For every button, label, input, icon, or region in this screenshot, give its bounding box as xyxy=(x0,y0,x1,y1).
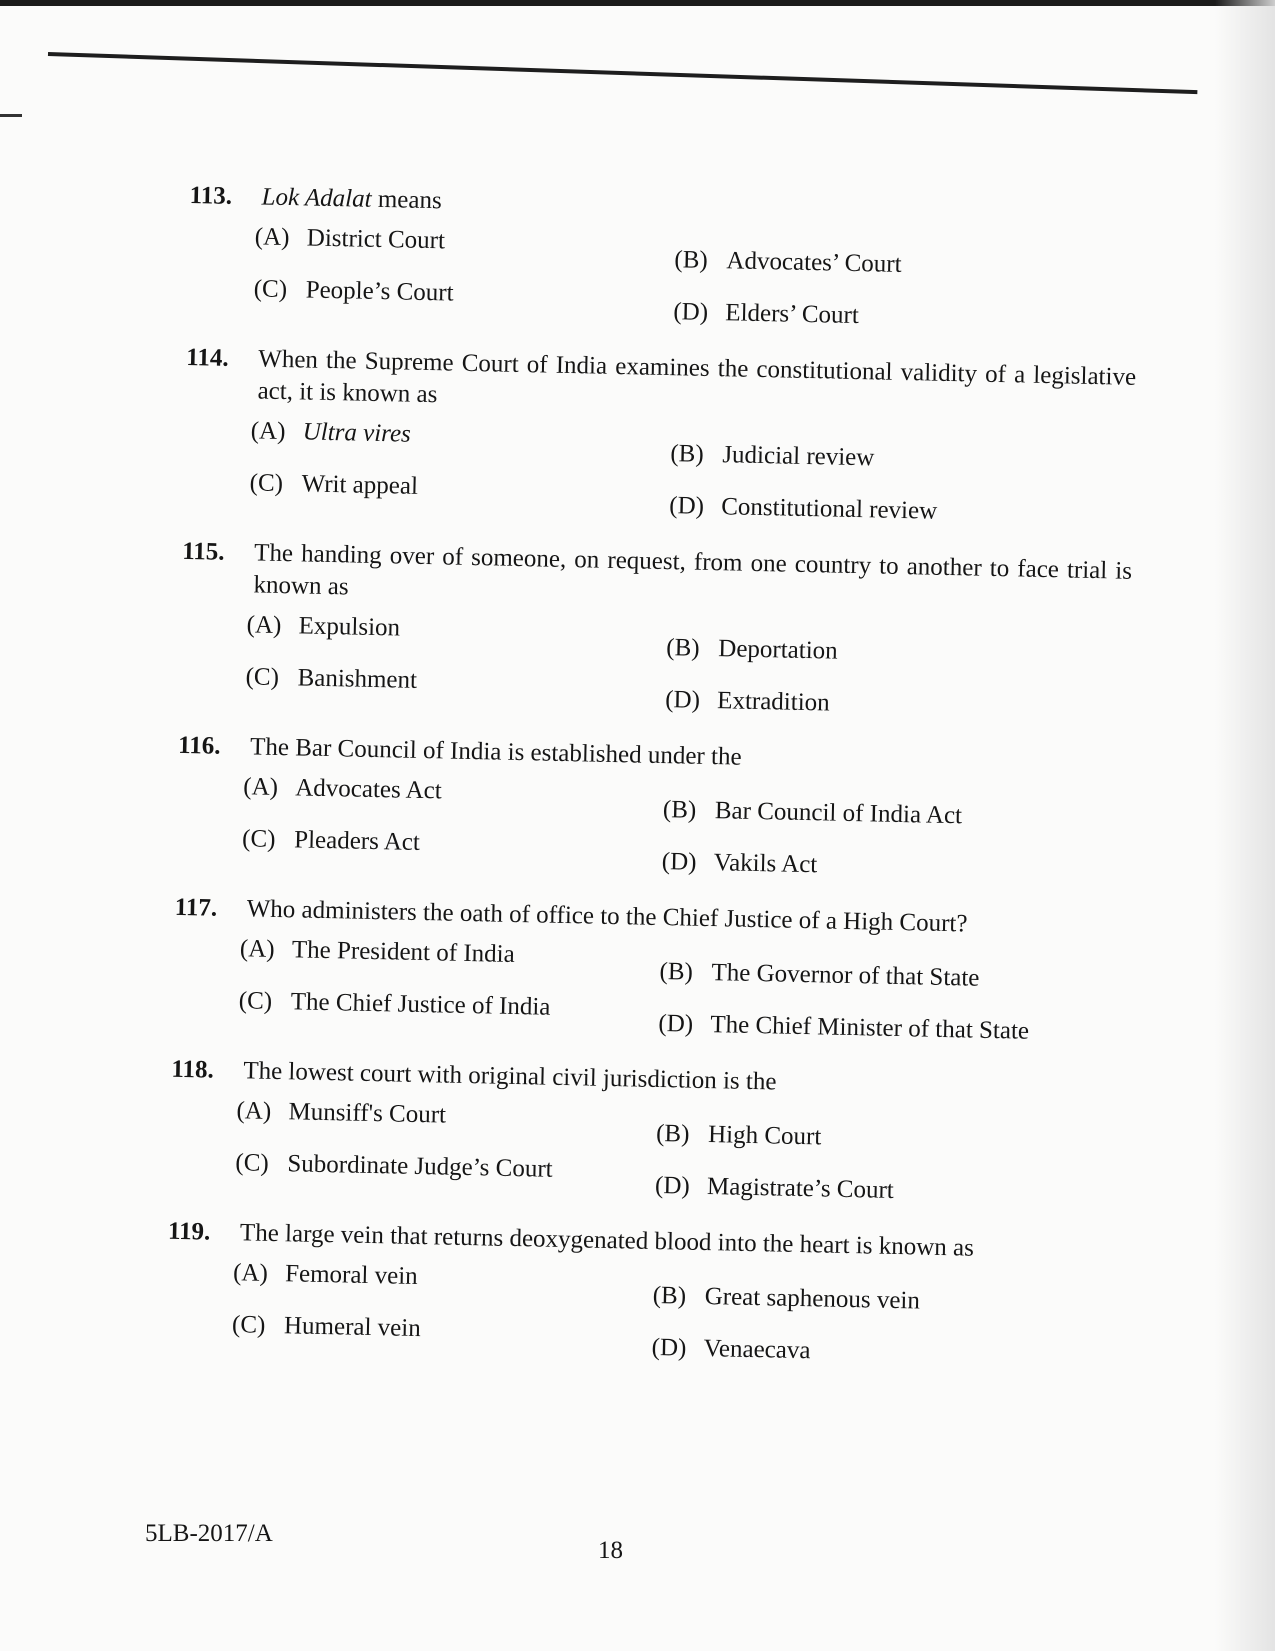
option-letter: (B) xyxy=(674,246,709,274)
options xyxy=(231,1257,1117,1373)
option-letter: (B) xyxy=(652,1281,687,1310)
option-letter: (A) xyxy=(246,611,282,640)
option-b xyxy=(674,244,1095,285)
option-a xyxy=(236,1095,657,1150)
option-b xyxy=(652,1280,1073,1321)
question-number: 114. xyxy=(186,343,229,372)
question-number: 117. xyxy=(174,893,218,922)
question-number: 116. xyxy=(177,731,221,760)
option-text: The President of India xyxy=(291,936,515,968)
option-text: Advocates’ Court xyxy=(726,247,902,278)
question-text-italic: Lok Adalat xyxy=(261,183,372,213)
question-text: The large vein that returns deoxygenated blood into the heart is known as xyxy=(239,1219,975,1262)
option-b xyxy=(663,794,1084,835)
option-letter: (C) xyxy=(238,987,273,1015)
option-text: Elders’ Court xyxy=(725,299,860,330)
option-a xyxy=(239,933,660,988)
option-letter: (B) xyxy=(670,440,704,468)
option-letter: (D) xyxy=(651,1333,687,1362)
option-text: Magistrate’s Court xyxy=(706,1173,895,1204)
option-d xyxy=(651,1332,1072,1373)
options xyxy=(242,771,1128,887)
question-117 xyxy=(172,892,1125,1050)
options xyxy=(253,221,1139,337)
option-letter: (B) xyxy=(666,634,700,662)
option-letter: (B) xyxy=(655,1119,690,1148)
option-text: Deportation xyxy=(718,635,838,665)
option-text: Bar Council of India Act xyxy=(714,797,963,830)
paper-code: 5LB-2017/A xyxy=(145,1520,273,1547)
option-letter: (B) xyxy=(662,796,697,824)
option-d xyxy=(655,1170,1076,1211)
option-letter: (D) xyxy=(658,1009,694,1038)
option-text: The Chief Justice of India xyxy=(290,988,551,1021)
question-text: The Bar Council of India is established under the xyxy=(249,733,742,771)
question-text: Who administers the oath of office to the Chief Justice of a High Court? xyxy=(246,895,968,938)
option-text: Constitutional review xyxy=(720,493,938,525)
option-letter: (A) xyxy=(232,1259,269,1287)
options xyxy=(249,415,1135,531)
option-c xyxy=(235,1147,656,1202)
question-118 xyxy=(169,1054,1122,1212)
option-letter: (C) xyxy=(253,275,288,304)
question-text: When the Supreme Court of India examines the constitutional validity of a legislative act, it is known as xyxy=(257,345,1137,409)
option-text: Vakils Act xyxy=(713,849,818,879)
option-text: Pleaders Act xyxy=(293,826,421,856)
header-rule xyxy=(48,52,1198,94)
option-text: Humeral vein xyxy=(283,1312,422,1343)
question-number: 113. xyxy=(189,181,233,210)
option-c xyxy=(231,1309,652,1364)
question-number: 115. xyxy=(181,537,225,566)
option-letter: (D) xyxy=(661,848,697,876)
option-text: The Governor of that State xyxy=(711,959,980,992)
option-a xyxy=(243,771,664,826)
question-text-rest: means xyxy=(371,185,442,215)
option-text: Femoral vein xyxy=(284,1260,418,1291)
option-d xyxy=(673,296,1094,337)
options xyxy=(238,933,1124,1049)
option-c xyxy=(253,273,674,328)
option-letter: (C) xyxy=(235,1149,270,1177)
option-c xyxy=(242,823,663,878)
option-text: Munsiff's Court xyxy=(288,1098,447,1129)
question-115 xyxy=(179,536,1132,726)
question-116 xyxy=(176,730,1129,888)
margin-mark xyxy=(0,114,22,117)
options xyxy=(245,609,1131,725)
option-text: District Court xyxy=(306,224,446,255)
option-letter: (D) xyxy=(673,298,709,326)
option-letter: (C) xyxy=(241,825,276,853)
page-number: 18 xyxy=(598,1537,623,1564)
scan-top-edge xyxy=(0,0,1275,6)
options xyxy=(235,1095,1121,1211)
option-letter: (A) xyxy=(236,1097,272,1125)
option-text: Writ appeal xyxy=(301,470,419,500)
option-letter: (A) xyxy=(254,223,290,252)
option-letter: (A) xyxy=(239,935,275,963)
option-text: High Court xyxy=(707,1121,822,1151)
option-b xyxy=(659,956,1080,997)
option-text: People’s Court xyxy=(305,276,454,307)
question-number: 119. xyxy=(167,1217,211,1246)
option-letter: (C) xyxy=(245,663,280,691)
option-text: Judicial review xyxy=(722,441,875,472)
question-113 xyxy=(187,180,1140,338)
option-text: Venaecava xyxy=(703,1335,811,1365)
option-a xyxy=(250,415,671,470)
question-119 xyxy=(165,1216,1118,1374)
option-b xyxy=(666,632,1087,673)
option-letter: (D) xyxy=(669,492,705,520)
question-text: The handing over of someone, on request, from one country to another to face trial is known as xyxy=(253,539,1133,601)
option-c xyxy=(245,661,666,716)
option-d xyxy=(661,846,1082,887)
option-d xyxy=(669,490,1090,531)
option-text: Expulsion xyxy=(298,612,401,642)
option-text: Banishment xyxy=(297,664,418,694)
option-letter: (C) xyxy=(231,1311,266,1339)
option-text: Subordinate Judge’s Court xyxy=(287,1150,553,1183)
page-shadow xyxy=(1215,0,1275,1651)
option-a xyxy=(254,221,675,276)
option-letter: (D) xyxy=(654,1171,691,1200)
option-letter: (A) xyxy=(243,773,279,801)
question-number: 118. xyxy=(171,1055,215,1084)
option-d xyxy=(665,684,1086,725)
question-114 xyxy=(183,342,1136,532)
option-letter: (C) xyxy=(249,469,284,498)
option-letter: (D) xyxy=(664,686,701,714)
option-d xyxy=(658,1008,1079,1049)
option-c xyxy=(249,467,670,522)
option-letter: (B) xyxy=(659,958,694,986)
option-text: Advocates Act xyxy=(295,774,443,805)
option-text: Extradition xyxy=(716,687,830,717)
option-a xyxy=(232,1257,653,1312)
option-text: The Chief Minister of that State xyxy=(710,1011,1030,1045)
option-b xyxy=(670,438,1091,479)
option-a xyxy=(246,609,667,664)
question-text: The lowest court with original civil jurisdiction is the xyxy=(243,1057,777,1096)
option-b xyxy=(656,1118,1077,1159)
option-letter: (A) xyxy=(250,417,286,446)
option-text: Ultra vires xyxy=(302,418,412,448)
question-list xyxy=(165,180,1140,1398)
option-c xyxy=(238,985,659,1040)
option-text: Great saphenous vein xyxy=(704,1283,921,1315)
